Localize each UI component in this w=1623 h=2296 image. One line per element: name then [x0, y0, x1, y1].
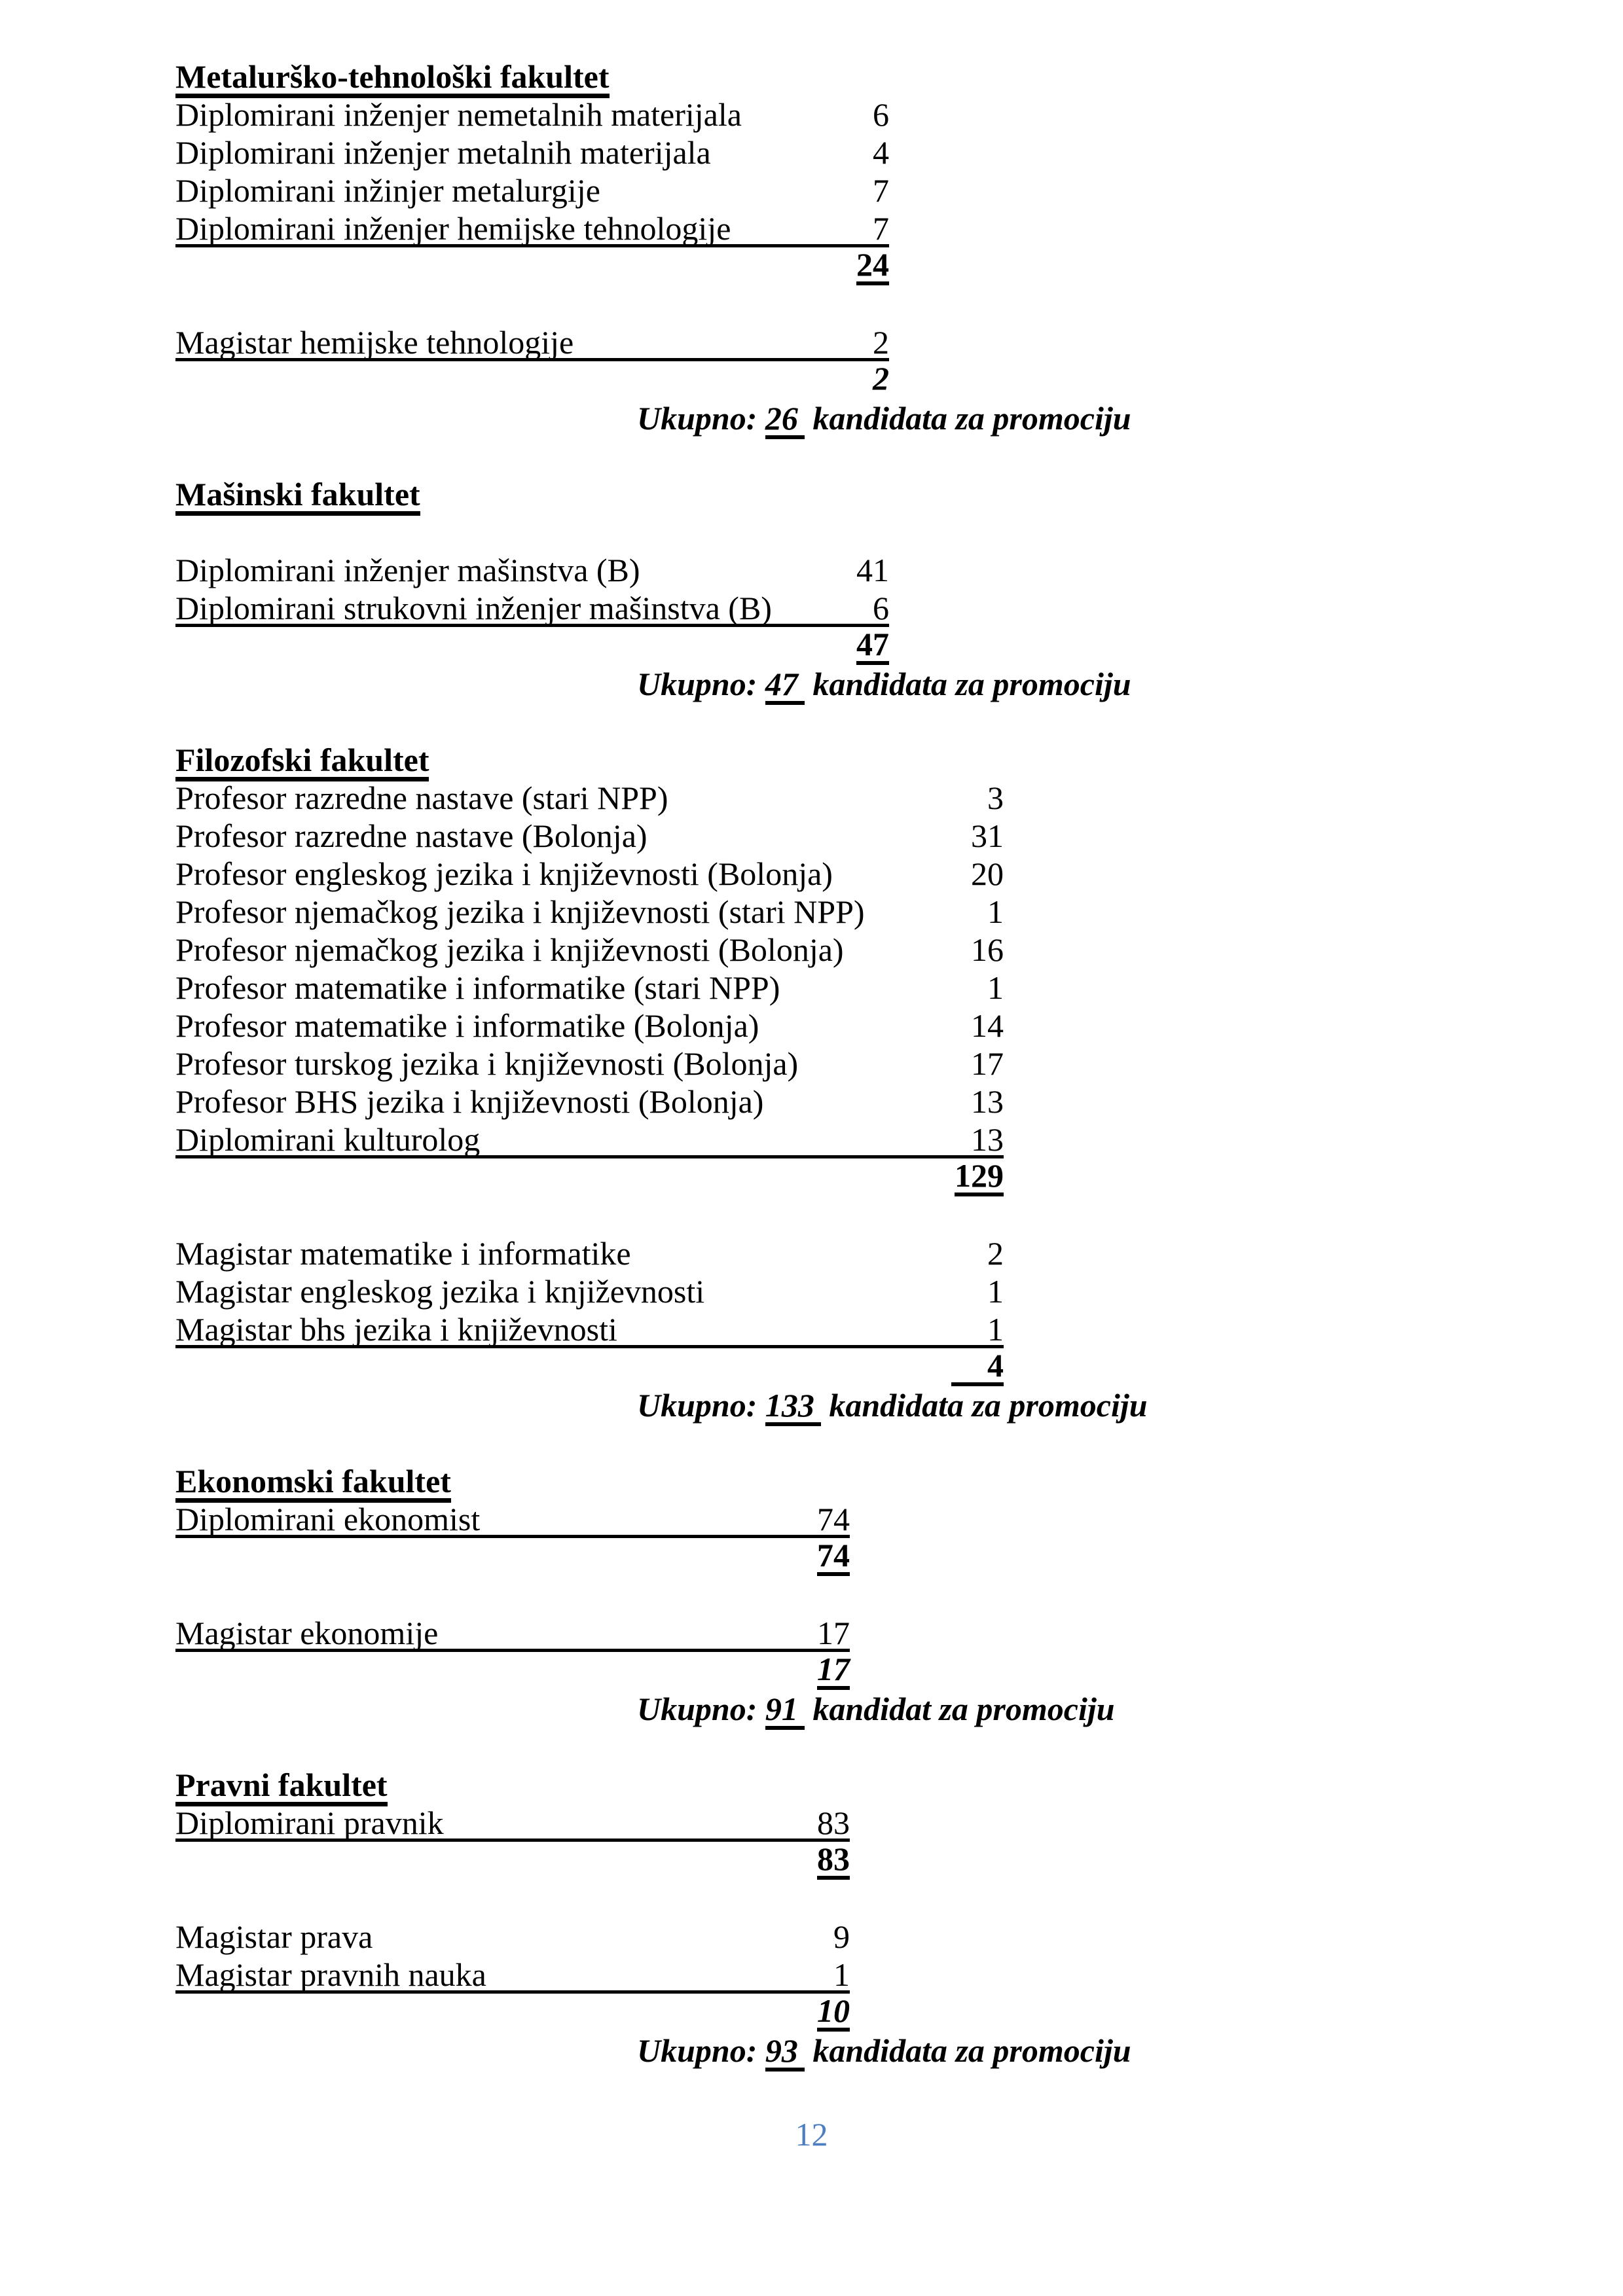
degree-count: 2 — [987, 1235, 1004, 1272]
degree-row — [175, 134, 889, 171]
section-total-suffix: kandidata za promociju — [820, 1387, 1148, 1424]
degree-row — [175, 1007, 1004, 1045]
group-total-count: 74 — [817, 1538, 850, 1576]
degree-count: 1 — [833, 1956, 850, 1993]
section-total-prefix: Ukupno: — [637, 666, 765, 702]
degree-label: Profesor razredne nastave (stari NPP) — [175, 780, 668, 816]
degree-row — [175, 969, 1004, 1007]
degree-count: 2 — [873, 324, 889, 361]
degree-row — [175, 1234, 1004, 1272]
degree-label: Profesor turskog jezika i književnosti (Bolonja) — [175, 1045, 799, 1082]
group-total-count: 129 — [955, 1158, 1004, 1196]
group-total-row — [175, 1994, 850, 2032]
degree-row — [175, 96, 889, 134]
degree-label: Profesor razredne nastave (Bolonja) — [175, 817, 647, 854]
degree-row — [175, 1614, 850, 1652]
degree-row — [175, 551, 889, 589]
degree-row — [175, 1918, 850, 1956]
degree-count: 13 — [971, 1121, 1004, 1158]
degree-row — [175, 855, 1004, 893]
degree-count: 4 — [873, 134, 889, 171]
degree-label: Diplomirani inženjer mašinstva (B) — [175, 552, 640, 588]
degree-label: Diplomirani inžinjer metalurgije — [175, 172, 600, 209]
degree-row — [175, 1500, 850, 1538]
degree-label: Diplomirani inženjer metalnih materijala — [175, 134, 711, 171]
section-total-suffix: kandidat za promociju — [804, 1691, 1115, 1727]
degree-label: Magistar hemijske tehnologije — [175, 324, 574, 361]
group-total-count: 24 — [856, 247, 889, 285]
section-total-prefix: Ukupno: — [637, 1387, 765, 1424]
section-total-count: 91 — [765, 1692, 805, 1730]
blank-line — [175, 437, 1623, 475]
degree-row — [175, 1045, 1004, 1083]
degree-label: Magistar bhs jezika i književnosti — [175, 1311, 617, 1348]
section-total-prefix: Ukupno: — [637, 400, 765, 437]
section-total-count: 47 — [765, 667, 805, 705]
degree-row — [175, 1083, 1004, 1121]
group-total-count: 47 — [856, 627, 889, 665]
section-total-line — [637, 1386, 1623, 1424]
degree-count: 1 — [987, 1273, 1004, 1310]
degree-label: Diplomirani ekonomist — [175, 1501, 481, 1537]
blank-line — [175, 285, 1623, 323]
section-heading-line — [175, 1766, 1623, 1804]
group-total-count: 4 — [951, 1348, 1004, 1386]
blank-line — [175, 1576, 1623, 1614]
degree-row — [175, 1310, 1004, 1348]
section-heading-line — [175, 1462, 1623, 1500]
group-total-row — [175, 627, 889, 665]
section-total-count: 133 — [765, 1388, 821, 1426]
degree-label: Diplomirani strukovni inženjer mašinstva (B) — [175, 590, 772, 626]
degree-count: 41 — [856, 552, 889, 588]
section-total-count: 93 — [765, 2034, 805, 2072]
degree-count: 9 — [833, 1918, 850, 1955]
section-total-count: 26 — [765, 401, 805, 439]
blank-line — [175, 2070, 1623, 2108]
degree-count: 74 — [817, 1501, 850, 1537]
section-total-line — [637, 665, 1623, 703]
section-total-suffix: kandidata za promociju — [804, 400, 1131, 437]
degree-count: 1 — [987, 1311, 1004, 1348]
degree-row — [175, 1272, 1004, 1310]
section-heading-line — [175, 58, 1623, 96]
degree-label: Profesor matematike i informatike (Bolonja) — [175, 1007, 759, 1044]
degree-count: 83 — [817, 1804, 850, 1841]
section-heading: Mašinski fakultet — [175, 478, 420, 516]
degree-label: Diplomirani kulturolog — [175, 1121, 481, 1158]
section-total-prefix: Ukupno: — [637, 1691, 765, 1727]
degree-row — [175, 1804, 850, 1842]
section-total-line — [637, 1690, 1623, 1728]
group-total-row — [175, 1348, 1004, 1386]
group-total-row — [175, 1842, 850, 1880]
degree-count: 3 — [987, 780, 1004, 816]
group-total-count: 83 — [817, 1842, 850, 1880]
blank-line — [175, 1196, 1623, 1234]
degree-label: Magistar matematike i informatike — [175, 1235, 631, 1272]
blank-line — [175, 513, 1623, 551]
degree-label: Profesor matematike i informatike (stari NPP) — [175, 969, 780, 1006]
degree-row — [175, 779, 1004, 817]
group-total-row — [175, 1652, 850, 1690]
group-total-count: 17 — [817, 1652, 850, 1690]
degree-row — [175, 323, 889, 361]
degree-label: Profesor engleskog jezika i književnosti (Bolonja) — [175, 855, 833, 892]
degree-row — [175, 171, 889, 209]
degree-count: 14 — [971, 1007, 1004, 1044]
group-total-row — [175, 1538, 850, 1576]
degree-count: 6 — [873, 96, 889, 133]
group-total-row — [175, 247, 889, 285]
section-total-prefix: Ukupno: — [637, 2032, 765, 2069]
blank-line — [175, 1424, 1623, 1462]
degree-count: 6 — [873, 590, 889, 626]
degree-row — [175, 1956, 850, 1994]
degree-row — [175, 893, 1004, 931]
section-heading: Filozofski fakultet — [175, 744, 429, 781]
degree-count: 20 — [971, 855, 1004, 892]
degree-count: 16 — [971, 931, 1004, 968]
group-total-count: 2 — [873, 360, 889, 397]
section-total-suffix: kandidata za promociju — [804, 2032, 1131, 2069]
degree-count: 7 — [873, 210, 889, 247]
degree-count: 13 — [971, 1083, 1004, 1120]
degree-label: Magistar engleskog jezika i književnosti — [175, 1273, 705, 1310]
degree-row — [175, 1121, 1004, 1158]
degree-label: Diplomirani inženjer nemetalnih materijala — [175, 96, 742, 133]
degree-count: 7 — [873, 172, 889, 209]
document-body — [175, 58, 1623, 2108]
degree-row — [175, 589, 889, 627]
blank-line — [175, 703, 1623, 741]
section-heading-line — [175, 475, 1623, 513]
degree-label: Profesor njemačkog jezika i književnosti (stari NPP) — [175, 893, 865, 930]
degree-count: 17 — [971, 1045, 1004, 1082]
degree-count: 1 — [987, 969, 1004, 1006]
degree-label: Magistar ekonomije — [175, 1615, 439, 1651]
blank-line — [175, 1880, 1623, 1918]
blank-line — [175, 1728, 1623, 1766]
degree-row — [175, 209, 889, 247]
section-heading-line — [175, 741, 1623, 779]
group-total-row — [175, 361, 889, 399]
page-number: 12 — [795, 2116, 828, 2153]
degree-label: Profesor BHS jezika i književnosti (Bolonja) — [175, 1083, 764, 1120]
group-total-row — [175, 1158, 1004, 1196]
degree-label: Magistar prava — [175, 1918, 373, 1955]
section-total-suffix: kandidata za promociju — [804, 666, 1131, 702]
degree-row — [175, 931, 1004, 969]
degree-label: Diplomirani inženjer hemijske tehnologije — [175, 210, 731, 247]
degree-label: Profesor njemačkog jezika i književnosti (Bolonja) — [175, 931, 844, 968]
section-heading: Ekonomski fakultet — [175, 1465, 451, 1503]
degree-count: 17 — [817, 1615, 850, 1651]
degree-label: Diplomirani pravnik — [175, 1804, 444, 1841]
degree-count: 1 — [987, 893, 1004, 930]
section-heading: Pravni fakultet — [175, 1768, 388, 1806]
degree-row — [175, 817, 1004, 855]
section-total-line — [637, 399, 1623, 437]
section-heading: Metalurško-tehnološki fakultet — [175, 60, 610, 98]
degree-count: 31 — [971, 817, 1004, 854]
group-total-count: 10 — [817, 1994, 850, 2032]
degree-label: Magistar pravnih nauka — [175, 1956, 486, 1993]
section-total-line — [637, 2032, 1623, 2070]
